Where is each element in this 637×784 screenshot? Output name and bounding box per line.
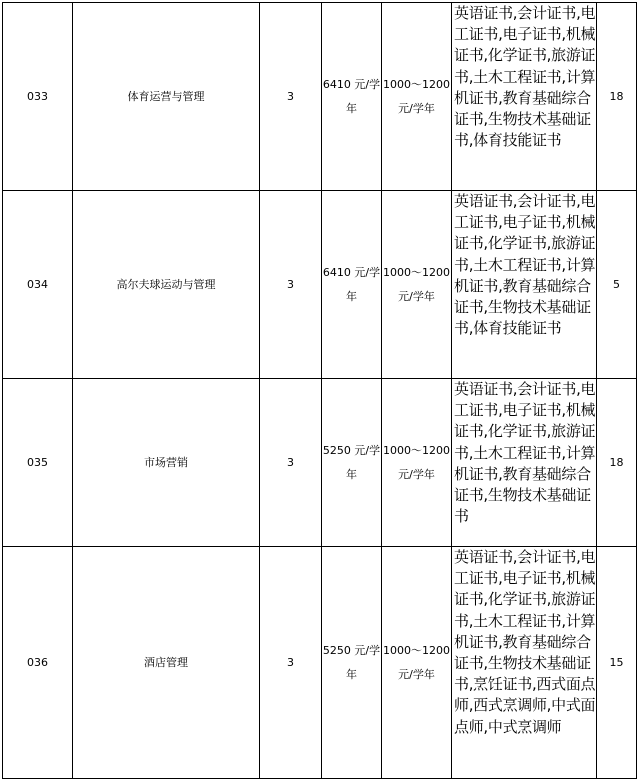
major-name: 市场营销 [73, 379, 260, 547]
table-row [3, 547, 637, 779]
tuition-fee: 5250 元/学年 [322, 379, 382, 547]
accommodation-fee: 1000～1200元/学年 [382, 3, 452, 191]
certificates: 英语证书,会计证书,电工证书,电子证书,机械证书,化学证书,旅游证书,土木工程证书,计算机证书,教育基础综合证书,生物技术基础证书,烹饪证书,西式面点师,西式烹调师,中式面点师,中式烹调师 [452, 547, 597, 779]
tuition-fee: 6410 元/学年 [322, 191, 382, 379]
table-row [3, 379, 637, 547]
table-row [3, 3, 637, 191]
major-code: 035 [3, 379, 73, 547]
major-name: 体育运营与管理 [73, 3, 260, 191]
major-code: 034 [3, 191, 73, 379]
enrollment-count: 18 [597, 379, 637, 547]
major-name: 酒店管理 [73, 547, 260, 779]
accommodation-fee: 1000～1200元/学年 [382, 547, 452, 779]
certificates: 英语证书,会计证书,电工证书,电子证书,机械证书,化学证书,旅游证书,土木工程证书,计算机证书,教育基础综合证书,生物技术基础证书,体育技能证书 [452, 3, 597, 191]
study-years: 3 [260, 379, 322, 547]
accommodation-fee: 1000～1200元/学年 [382, 379, 452, 547]
certificates: 英语证书,会计证书,电工证书,电子证书,机械证书,化学证书,旅游证书,土木工程证书,计算机证书,教育基础综合证书,生物技术基础证书 [452, 379, 597, 547]
enrollment-count: 15 [597, 547, 637, 779]
major-code: 036 [3, 547, 73, 779]
table-row [3, 191, 637, 379]
enrollment-count: 18 [597, 3, 637, 191]
tuition-fee: 5250 元/学年 [322, 547, 382, 779]
study-years: 3 [260, 3, 322, 191]
study-years: 3 [260, 547, 322, 779]
accommodation-fee: 1000～1200元/学年 [382, 191, 452, 379]
major-code: 033 [3, 3, 73, 191]
major-name: 高尔夫球运动与管理 [73, 191, 260, 379]
tuition-fee: 6410 元/学年 [322, 3, 382, 191]
certificates: 英语证书,会计证书,电工证书,电子证书,机械证书,化学证书,旅游证书,土木工程证书,计算机证书,教育基础综合证书,生物技术基础证书,体育技能证书 [452, 191, 597, 379]
major-table [2, 2, 637, 779]
enrollment-count: 5 [597, 191, 637, 379]
study-years: 3 [260, 191, 322, 379]
